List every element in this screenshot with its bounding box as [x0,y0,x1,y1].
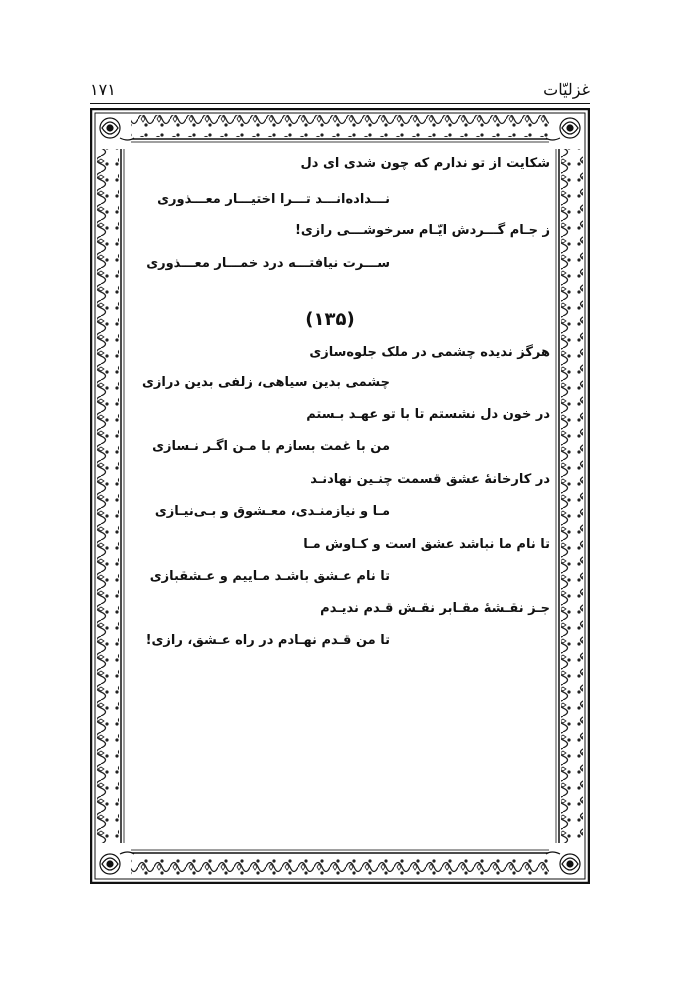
poem-number: (۱۳۵) [305,309,355,330]
verse-line: شکایت از تو ندارم که چون شدی ای دل [300,156,550,171]
verse-line: هرگز ندیده چشمی در ملک جلوه‌سازی [309,345,550,360]
page-number: ۱۷۱ [90,80,116,99]
verse-line: تا من قـدم نهـادم در راه عـشق، رازی! [145,633,390,648]
verse-line: در خون دل نشستم تا با تو عهـد بـستم [306,407,550,422]
header-rule [90,103,590,104]
verse-line: مـا و نیازمنـدی، معـشوق و بـی‌نیـازی [154,504,390,519]
verse-line: ســـرت نیافتـــه درد خمـــار معـــذوری [146,256,390,271]
verse-line: من با غمت بسازم با مـن اگـر نـسازی [152,439,390,454]
corner-ornament-top-right [546,115,583,149]
page-header [90,80,590,102]
corner-ornament-bottom-right [546,843,583,877]
page-content [110,108,550,884]
section-title: غزلیّات [543,80,590,99]
verse-line: جـز نقـشهٔ مقـابر نقـش قـدم ندیـدم [320,601,550,616]
verse-line: نـــداده‌انـــد تـــرا اختیـــار معـــذوری [157,192,390,207]
verse-line: ز جـام گـــردش ایّـام سرخوشـــی رازی! [294,223,550,238]
verse-line: تا نام ما نباشد عشق است و کـاوش مـا [303,537,550,552]
verse-line: تا نام عـشق باشـد مـاییم و عـشقبازی [149,569,390,584]
verse-line: در کارخانهٔ عشق قسمت چنـین نهادنـد [310,472,550,487]
verse-line: چشمی بدین سیاهی، زلفی بدین درازی [142,375,390,390]
